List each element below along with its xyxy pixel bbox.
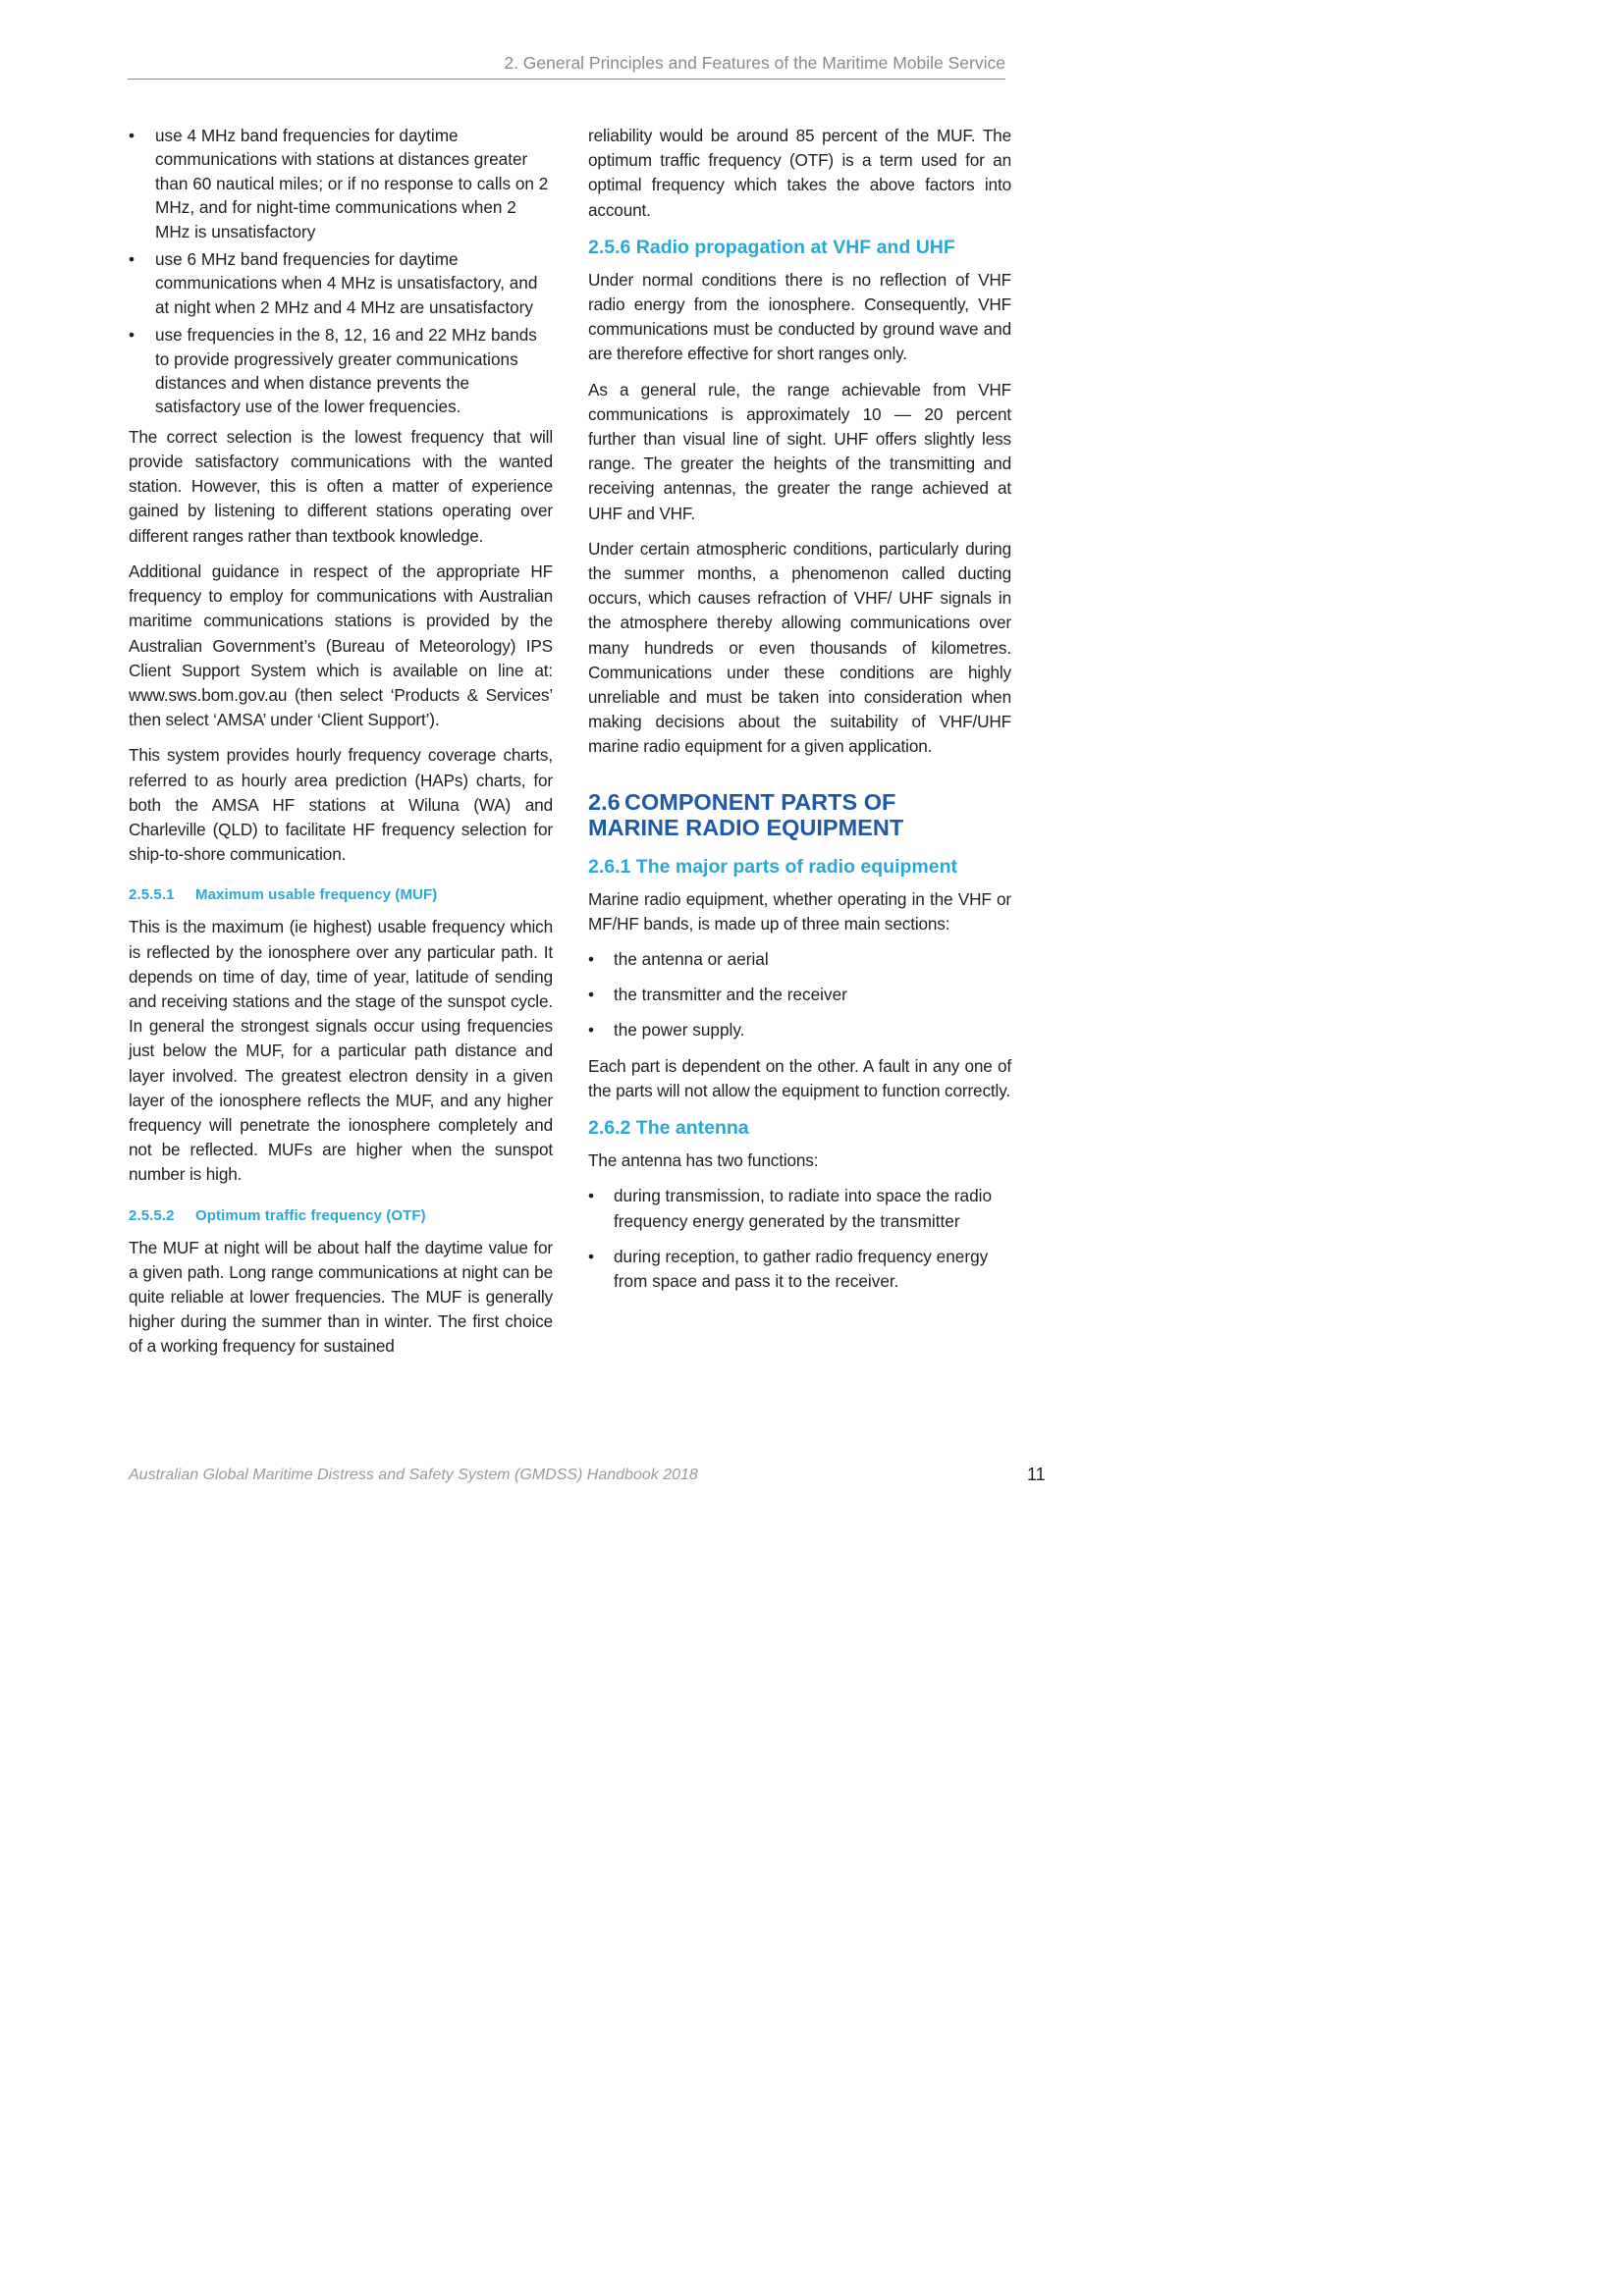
paragraph-vhf-range: As a general rule, the range achievable from VHF communications is approximately 10 — 20 percent further than visual line of sight. UHF offers slightly less range. The greater the heights of the transmitting and receiving antennas, the greater the range achieved at UHF and VHF. bbox=[588, 379, 1011, 523]
paragraph-additional-guidance: Additional guidance in respect of the appropriate HF frequency to employ for communications with Australian maritime communications stations is provided by the Australian Government’s (Bureau of Meteorology) IPS Client Support System which is available on line at: www.sws.bom.gov.au (then select ‘Products & Services’ then select ‘AMSA’ under ‘Client Support’). bbox=[129, 561, 553, 730]
bullet-icon: • bbox=[588, 1246, 595, 1266]
bullet-icon: • bbox=[588, 1186, 595, 1206]
list-item: • during transmission, to radiate into space the radio frequency energy generated by the transmitter bbox=[588, 1186, 993, 1231]
bullet-icon: • bbox=[588, 949, 595, 970]
paragraph-vhf-reflection: Under normal conditions there is no reflection of VHF radio energy from the ionosphere. Consequently, VHF communications must be conducted by ground wave and are therefore effective for short ranges only. bbox=[588, 269, 1011, 364]
paragraph-dependency: Each part is dependent on the other. A fault in any one of the parts will not allow the equipment to function correctly. bbox=[588, 1055, 1011, 1100]
heading-text-line-2: MARINE RADIO EQUIPMENT bbox=[588, 814, 904, 840]
bullet-icon: • bbox=[129, 249, 135, 270]
heading-2-5-6: 2.5.6 Radio propagation at VHF and UHF bbox=[588, 236, 955, 258]
right-column bbox=[588, 124, 1011, 1305]
radio-parts-list bbox=[588, 947, 1011, 1043]
paragraph-otf: The MUF at night will be about half the daytime value for a given path. Long range communications at night can be quite reliable at lower frequencies. The MUF is generally higher during the summer than in winter. The first choice of a working frequency for sustained bbox=[129, 1237, 553, 1357]
list-item: • use 4 MHz band frequencies for daytime communications with stations at distances greater than 60 nautical miles; or if no response to calls on 2 MHz, and for night-time communications when 2 MHz is unsatisfactory bbox=[129, 126, 549, 241]
heading-2-6-2: 2.6.2 The antenna bbox=[588, 1117, 749, 1140]
bullet-icon: • bbox=[588, 985, 595, 1005]
heading-text: Maximum usable frequency (MUF) bbox=[195, 886, 438, 904]
header-title: 2. General Principles and Features of the Maritime Mobile Service bbox=[504, 53, 1005, 73]
paragraph-correct-selection: The correct selection is the lowest frequency that will provide satisfactory communications with the wanted station. However, this is often a matter of experience gained by listening to different stations operating over different ranges rather than textbook knowledge. bbox=[129, 426, 553, 546]
list-item: • use 6 MHz band frequencies for daytime communications when 4 MHz is unsatisfactory, and at night when 2 MHz and 4 MHz are unsatisfactory bbox=[129, 249, 538, 317]
left-column bbox=[129, 124, 553, 1370]
footer-title: Australian Global Maritime Distress and Safety System (GMDSS) Handbook 2018 bbox=[129, 1467, 698, 1483]
heading-text-line-1: COMPONENT PARTS OF bbox=[624, 788, 896, 815]
heading-muf bbox=[129, 886, 553, 903]
heading-text: Optimum traffic frequency (OTF) bbox=[195, 1206, 426, 1224]
heading-number: 2.5.5.2 bbox=[129, 1206, 175, 1224]
list-item: • the power supply. bbox=[588, 1018, 1011, 1042]
heading-2-6-1: 2.6.1 The major parts of radio equipment bbox=[588, 855, 957, 878]
paragraph-ducting: Under certain atmospheric conditions, particularly during the summer months, a phenomenon called ducting occurs, which causes refraction of VHF/ UHF signals in the atmosphere thereby allowing communications over many hundreds or even thousands of kilometres. Communications under these conditions are highly unreliable and must be taken into consideration when making decisions about the suitability of VHF/UHF marine radio equipment for a given application. bbox=[588, 538, 1011, 757]
running-header bbox=[128, 51, 1005, 80]
list-item: • the antenna or aerial bbox=[588, 947, 1011, 972]
page-number: 11 bbox=[1027, 1465, 1046, 1484]
frequency-guidance-list bbox=[129, 124, 553, 419]
paragraph-muf: This is the maximum (ie highest) usable frequency which is reflected by the ionosphere over any particular path. It depends on time of day, time of year, latitude of sending and receiving stations and the stage of the sunspot cycle. In general the strongest signals occur using frequencies just below the MUF, for a particular path distance and layer involved. The greatest electron density in a given layer of the ionosphere reflects the MUF, and any higher frequency will penetrate the ionosphere completely and not be reflected. MUFs are higher when the sunspot number is high. bbox=[129, 917, 553, 1185]
paragraph-antenna-functions: The antenna has two functions: bbox=[588, 1150, 819, 1171]
bullet-icon: • bbox=[129, 325, 135, 346]
paragraph-otf-continued: reliability would be around 85 percent of the MUF. The optimum traffic frequency (OTF) is a term used for an optimal frequency which takes the above factors into account. bbox=[588, 126, 1011, 220]
list-item: • during reception, to gather radio frequency energy from space and pass it to the receiver. bbox=[588, 1246, 989, 1291]
list-item: • use frequencies in the 8, 12, 16 and 22 MHz bands to provide progressively greater communications distances and when distance prevents the satisfactory use of the lower frequencies. bbox=[129, 325, 537, 417]
antenna-functions-list bbox=[588, 1184, 1011, 1294]
paragraph-main-sections: Marine radio equipment, whether operating in the VHF or MF/HF bands, is made up of three main sections: bbox=[588, 888, 1011, 934]
list-item: • the transmitter and the receiver bbox=[588, 983, 1011, 1007]
heading-number: 2.5.5.1 bbox=[129, 886, 175, 904]
paragraph-haps-charts: This system provides hourly frequency coverage charts, referred to as hourly area prediction (HAPs) charts, for both the AMSA HF stations at Wiluna (WA) and Charleville (QLD) to facilitate HF frequency selection for ship-to-shore communication. bbox=[129, 745, 553, 865]
heading-2-6 bbox=[588, 789, 1011, 840]
heading-otf bbox=[129, 1207, 553, 1224]
heading-number: 2.6 bbox=[588, 788, 621, 815]
bullet-icon: • bbox=[588, 1020, 595, 1041]
bullet-icon: • bbox=[129, 126, 135, 145]
